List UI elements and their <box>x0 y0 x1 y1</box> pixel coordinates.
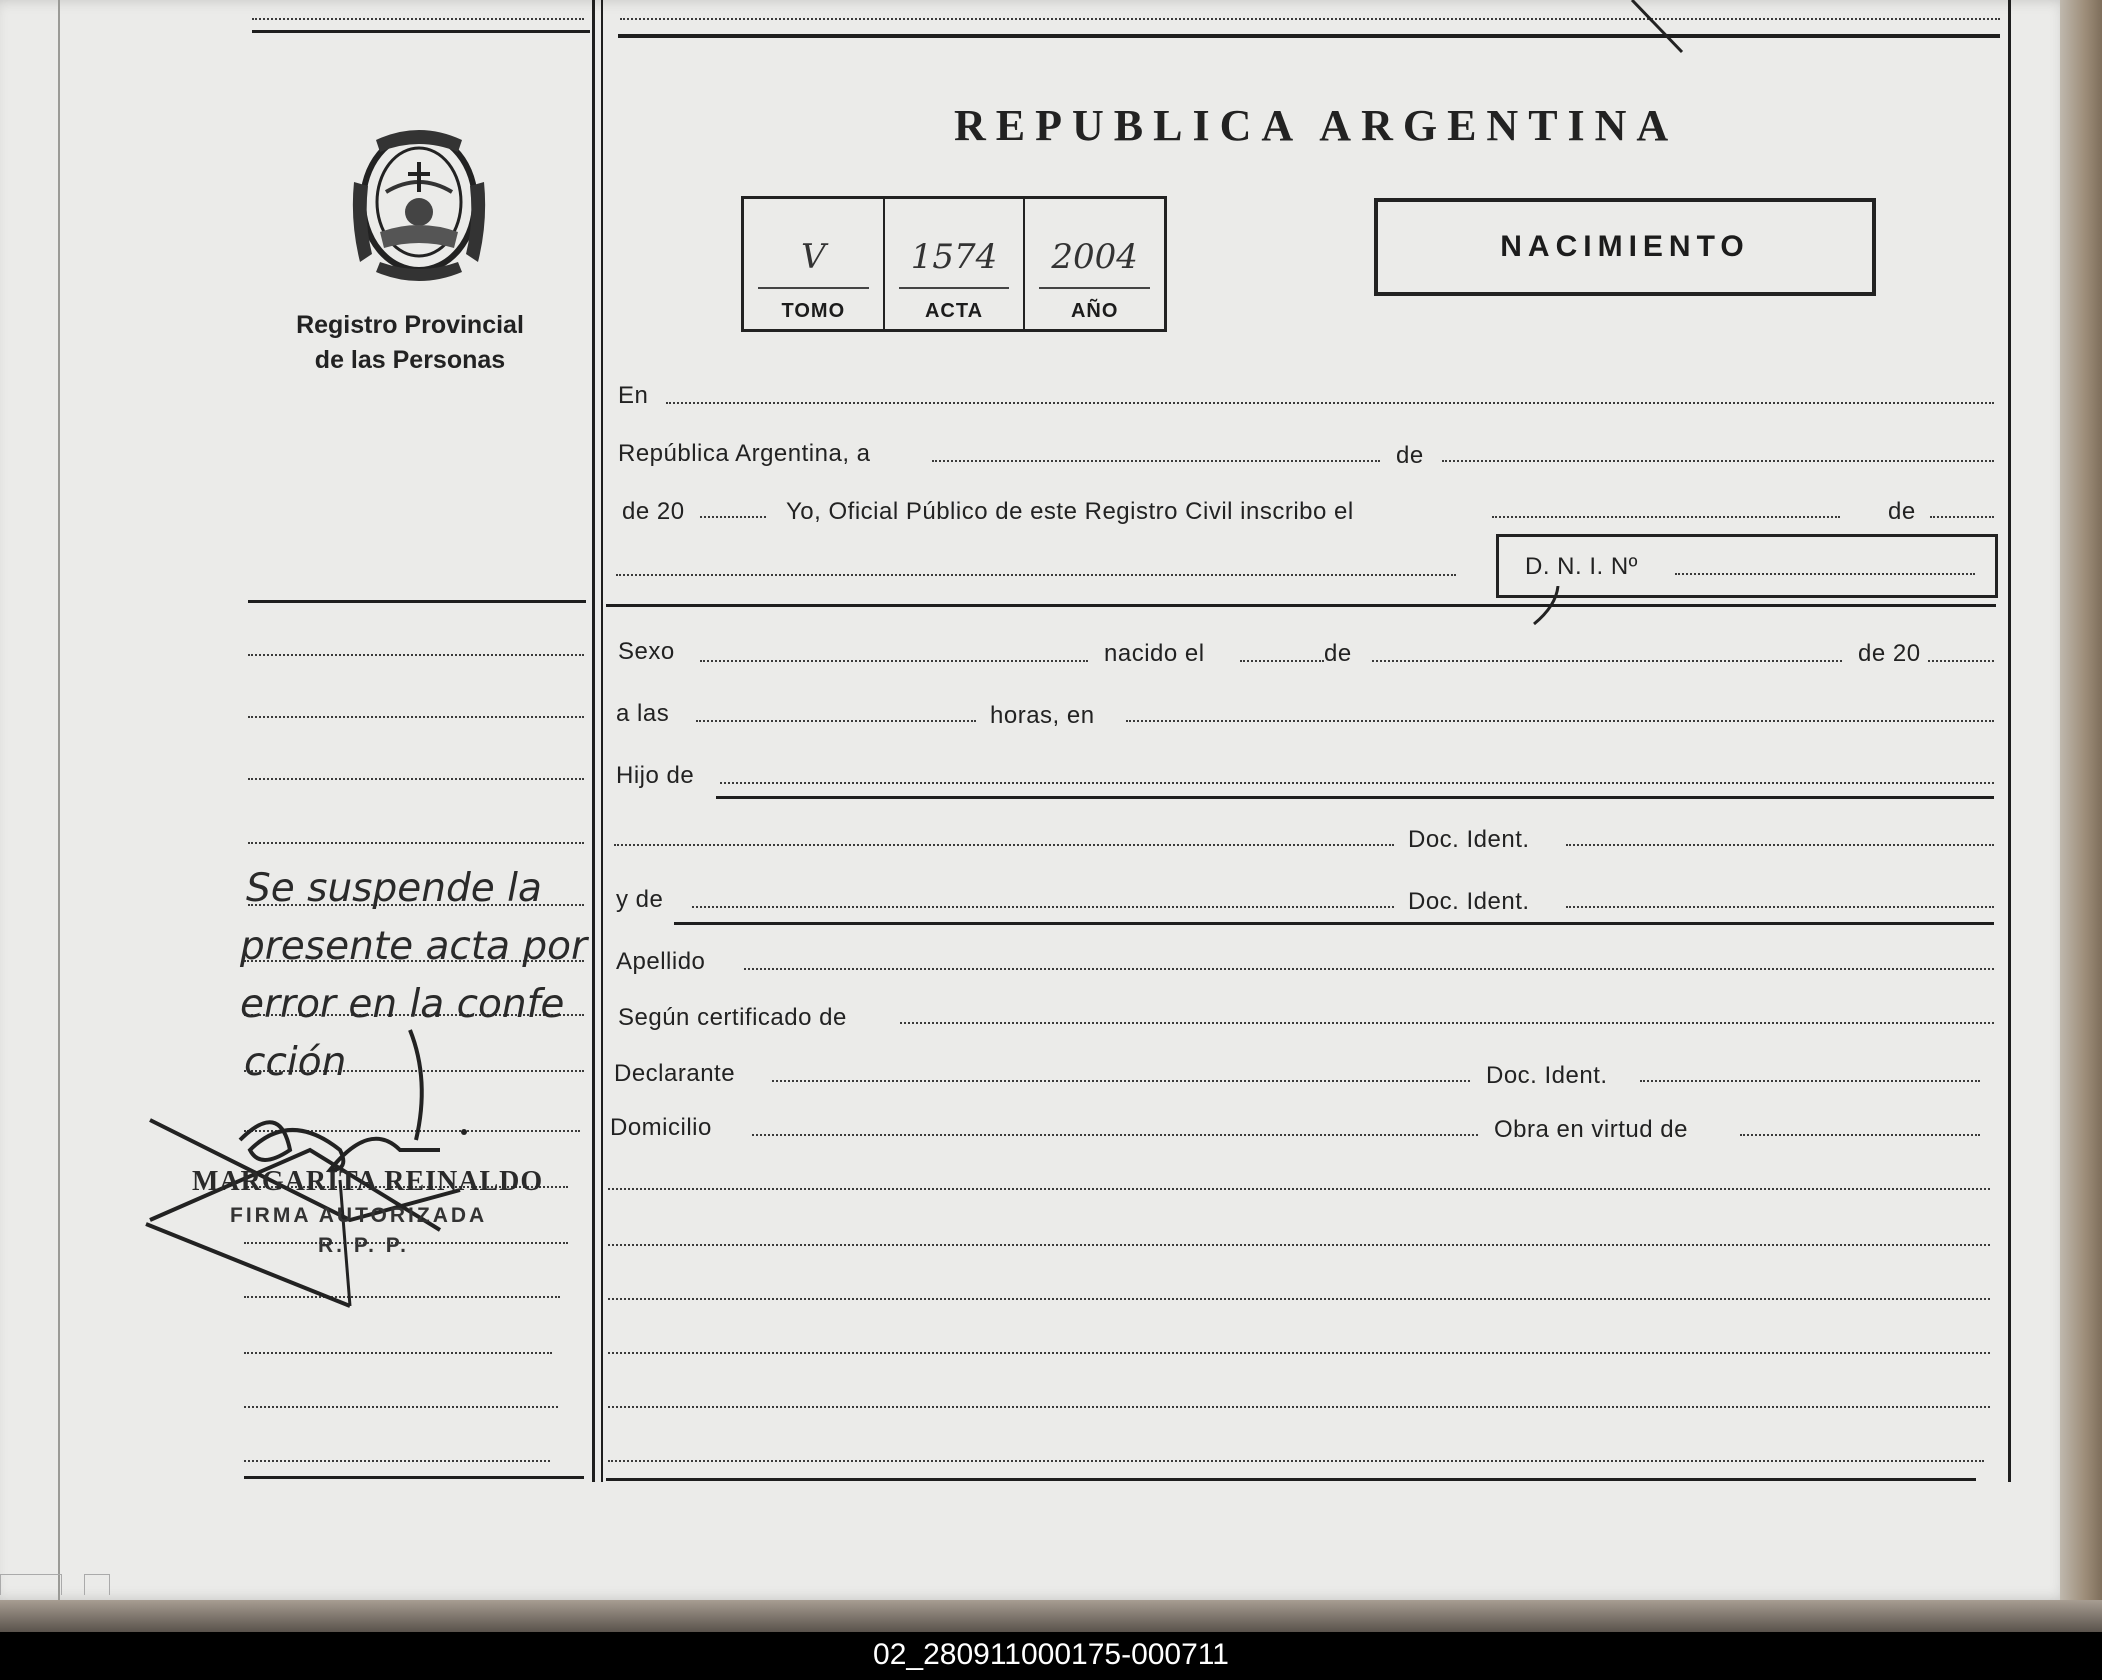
dni-label: D. N. I. Nº <box>1525 553 1638 580</box>
field-oficial-line[interactable] <box>1492 516 1840 518</box>
notes-line-6[interactable] <box>608 1460 1984 1462</box>
ano-cell <box>1025 199 1164 329</box>
country-title: REPUBLICA ARGENTINA <box>954 101 1679 150</box>
field-obra-label: Obra en virtud de <box>1494 1116 1688 1143</box>
annotation-line-1: Se suspende la <box>246 866 542 911</box>
field-de20b-line[interactable] <box>1928 660 1994 662</box>
field-docident-label-3: Doc. Ident. <box>1486 1062 1608 1089</box>
tomo-cell <box>744 199 885 329</box>
field-yde-label: y de <box>616 886 664 913</box>
hijo-underline-rule <box>716 796 1994 799</box>
form-right-border <box>2008 0 2011 1482</box>
tomo-underline <box>758 287 869 289</box>
left-dotted-line-3 <box>248 778 584 780</box>
field-hijo-line[interactable] <box>720 782 1994 784</box>
field-horas-label: horas, en <box>990 702 1095 729</box>
acta-label: ACTA <box>924 300 984 322</box>
section-rule-1 <box>606 604 1996 607</box>
field-docident-line-2[interactable] <box>1566 906 1994 908</box>
stamp-org: R. P. P. <box>318 1234 409 1257</box>
acta-underline <box>899 287 1010 289</box>
annotation-line-3: error en la confe <box>240 982 565 1027</box>
notes-line-3[interactable] <box>608 1298 1990 1300</box>
document-type-box <box>1374 198 1876 296</box>
form-bottom-rule <box>606 1478 1976 1481</box>
field-docident-line-3[interactable] <box>1640 1080 1980 1082</box>
yde-underline-rule <box>674 922 1994 925</box>
field-de-line-2[interactable] <box>1930 516 1994 518</box>
column-divider-line-2 <box>601 0 603 1482</box>
field-nacido-label: nacido el <box>1104 640 1205 667</box>
dni-box <box>1496 534 1998 598</box>
page-bottom-edge <box>0 1600 2102 1632</box>
field-declarante-label: Declarante <box>614 1060 736 1087</box>
dni-line[interactable] <box>1675 573 1975 575</box>
ano-underline <box>1039 287 1150 289</box>
left-dotted-line-2 <box>248 716 584 718</box>
field-republica-label: República Argentina, a <box>618 440 871 467</box>
left-dotted-line-4 <box>248 842 584 844</box>
field-de-line-1[interactable] <box>1442 460 1994 462</box>
field-horas-line[interactable] <box>1126 720 1994 722</box>
top-right-dotted-line <box>620 18 2000 20</box>
field-father-name-line[interactable] <box>614 844 1394 846</box>
notes-line-2[interactable] <box>608 1244 1990 1246</box>
registry-name <box>240 308 580 378</box>
field-hijo-label: Hijo de <box>616 762 695 789</box>
acta-cell <box>885 199 1026 329</box>
field-de20-label: de 20 <box>622 498 685 525</box>
field-declarante-line[interactable] <box>772 1080 1470 1082</box>
field-docident-label-2: Doc. Ident. <box>1408 888 1530 915</box>
field-en-line[interactable] <box>666 402 1994 404</box>
top-right-rule <box>618 34 2000 38</box>
stamp-name: MARGARITA REINALDO <box>192 1166 544 1197</box>
field-de-label-2: de <box>1888 498 1916 525</box>
field-de20b-label: de 20 <box>1858 640 1921 667</box>
annotation-line-4: cción <box>244 1040 347 1085</box>
top-left-dotted-line <box>252 18 584 20</box>
field-de20-line[interactable] <box>700 516 766 518</box>
column-divider-line <box>592 0 595 1482</box>
registry-name-line1: Registro Provincial <box>296 311 524 339</box>
notes-line-1[interactable] <box>608 1188 1990 1190</box>
field-docident-label-1: Doc. Ident. <box>1408 826 1530 853</box>
field-segun-label: Según certificado de <box>618 1004 847 1031</box>
field-nacido-line[interactable] <box>1240 660 1324 662</box>
page-right-edge <box>2060 0 2102 1600</box>
top-left-rule <box>252 30 590 33</box>
field-alas-label: a las <box>616 700 670 727</box>
field-domicilio-line[interactable] <box>752 1134 1478 1136</box>
page-left-margin-line <box>58 0 60 1600</box>
ano-label: AÑO <box>1070 300 1119 322</box>
field-de-line-3[interactable] <box>1372 660 1842 662</box>
registry-name-line2: de las Personas <box>314 346 506 374</box>
footer-image-id: 02_280911000175-000711 <box>873 1638 1229 1671</box>
field-sexo-label: Sexo <box>618 638 675 665</box>
tomo-label: TOMO <box>781 300 846 322</box>
annotation-line-2: presente acta por <box>240 924 588 969</box>
field-name-line[interactable] <box>616 574 1456 576</box>
field-apellido-line[interactable] <box>744 968 1994 970</box>
field-sexo-line[interactable] <box>700 660 1088 662</box>
field-docident-line-1[interactable] <box>1566 844 1994 846</box>
notes-line-5[interactable] <box>608 1406 1990 1408</box>
corner-mark-2 <box>84 1574 110 1595</box>
field-de-label-1: de <box>1396 442 1424 469</box>
field-obra-line[interactable] <box>1740 1134 1980 1136</box>
left-dotted-line-1 <box>248 654 584 656</box>
left-column-rule-1 <box>248 600 586 603</box>
field-segun-line[interactable] <box>900 1022 1994 1024</box>
field-oficial-label: Yo, Oficial Público de este Registro Civil inscribo el <box>786 498 1354 525</box>
notes-line-4[interactable] <box>608 1352 1990 1354</box>
field-republica-line[interactable] <box>932 460 1380 462</box>
field-domicilio-label: Domicilio <box>610 1114 712 1141</box>
acta-value: 1574 <box>910 237 998 277</box>
field-alas-line[interactable] <box>696 720 976 722</box>
misiones-seal-icon <box>346 122 492 282</box>
left-dotted-line-13 <box>244 1352 552 1354</box>
field-apellido-label: Apellido <box>616 948 706 975</box>
corner-mark <box>0 1574 62 1595</box>
document-type-label: NACIMIENTO <box>1500 230 1750 263</box>
left-dotted-line-14 <box>244 1406 558 1408</box>
field-de-label-3: de <box>1324 640 1352 667</box>
field-yde-line[interactable] <box>692 906 1394 908</box>
left-column-bottom-rule <box>244 1476 584 1479</box>
ano-value: 2004 <box>1051 237 1138 277</box>
tomo-value: V <box>801 237 826 277</box>
top-pen-stroke <box>1630 0 1690 60</box>
record-number-box <box>741 196 1167 332</box>
stamp-title: FIRMA AUTORIZADA <box>230 1204 488 1227</box>
left-dotted-line-15 <box>244 1460 550 1462</box>
field-en-label: En <box>618 382 649 409</box>
